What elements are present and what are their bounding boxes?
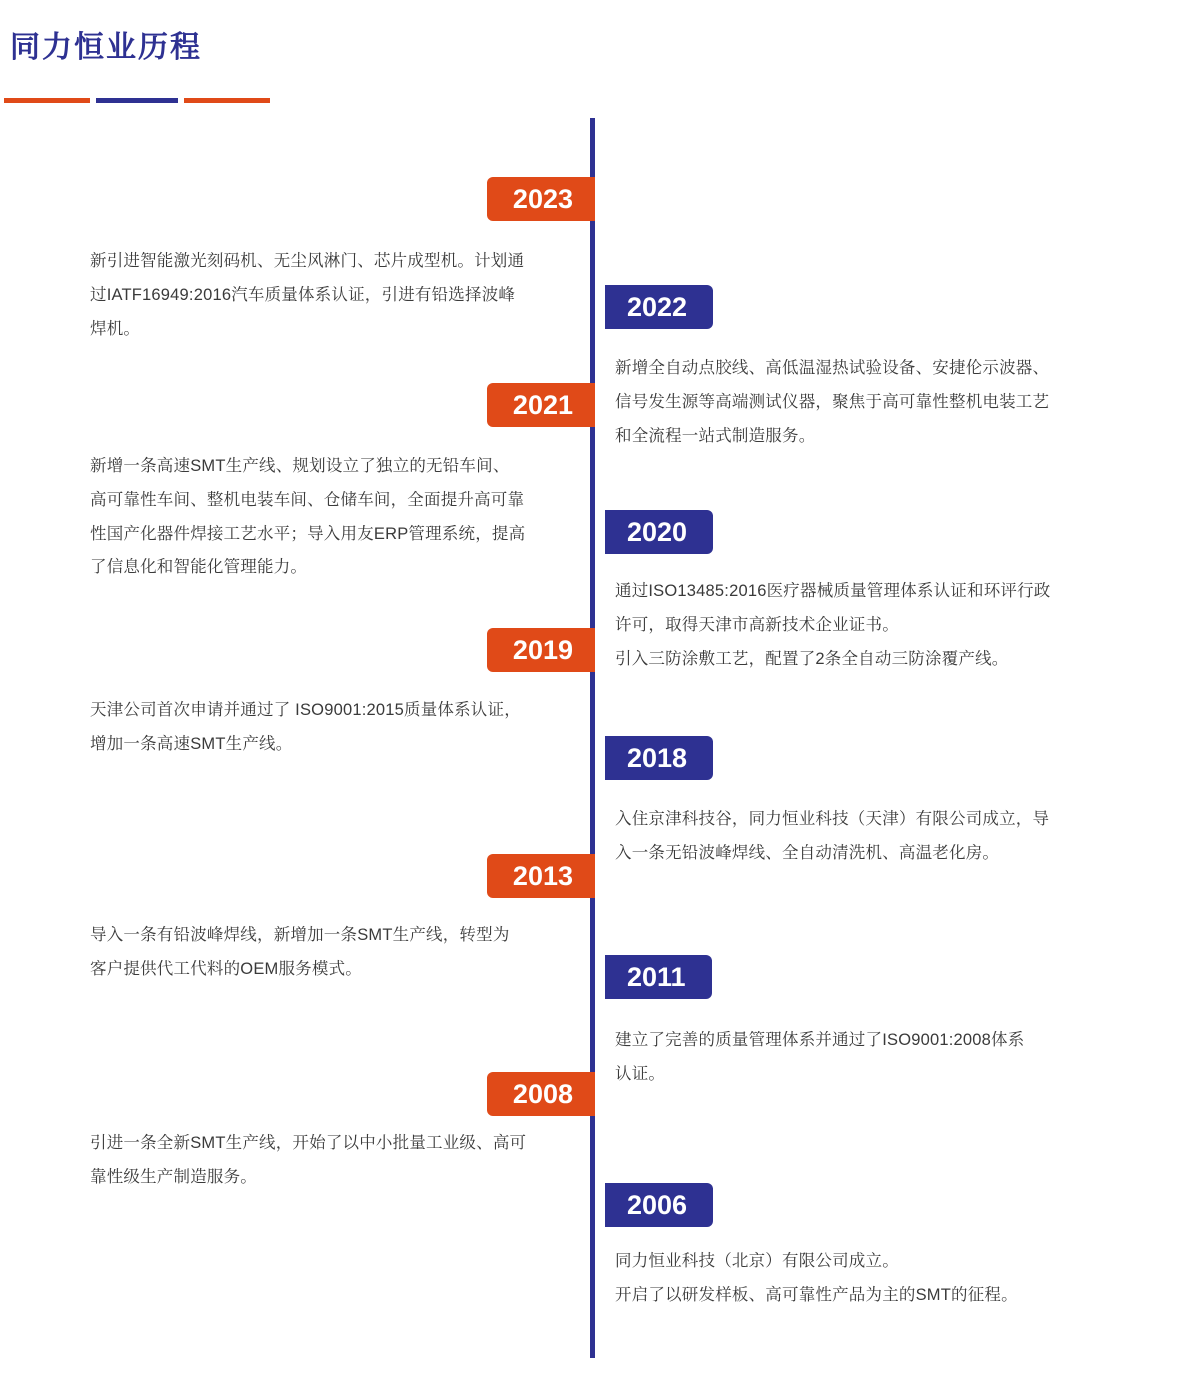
timeline-year-label: 2011 <box>605 955 712 999</box>
timeline-year-label: 2013 <box>487 854 595 898</box>
timeline-entry-line: 建立了完善的质量管理体系并通过了ISO9001:2008体系 <box>615 1031 1025 1049</box>
timeline-entry-description <box>615 803 1160 871</box>
timeline-entry-line: 入一条无铅波峰焊线、全自动清洗机、高温老化房。 <box>615 843 1000 862</box>
timeline-entry-line: 靠性级生产制造服务。 <box>90 1167 257 1186</box>
timeline-entry-line: 新引进智能激光刻码机、无尘风淋门、芯片成型机。计划通 <box>90 252 525 270</box>
timeline-entry-description <box>90 694 595 762</box>
timeline-entry-line: 天津公司首次申请并通过了 ISO9001:2015质量体系认证， <box>90 701 521 719</box>
timeline-entry-line: 导入一条有铅波峰焊线，新增加一条SMT生产线，转型为 <box>90 926 510 944</box>
timeline-entry-description <box>90 245 595 346</box>
timeline-entry-line: 引入三防涂敷工艺，配置了2条全自动三防涂覆产线。 <box>615 649 1009 668</box>
timeline-entry-line: 了信息化和智能化管理能力。 <box>90 558 308 577</box>
timeline-entry-line: 新增一条高速SMT生产线、规划设立了独立的无铅车间、 <box>90 457 510 475</box>
timeline-entry-line: 高可靠性车间、整机电装车间、仓储车间，全面提升高可靠 <box>90 490 525 509</box>
page-title: 同力恒业历程 <box>10 31 202 64</box>
timeline-year-label: 2021 <box>487 383 595 427</box>
timeline-year-label: 2022 <box>605 285 713 329</box>
timeline-entry-description <box>615 352 1160 453</box>
timeline-entry-line: 性国产化器件焊接工艺水平；导入用友ERP管理系统，提高 <box>90 524 526 543</box>
timeline-entry-description <box>90 450 595 585</box>
timeline-entry-line: 客户提供代工代料的OEM服务模式。 <box>90 959 362 978</box>
timeline-entry-line: 信号发生源等高端测试仪器，聚焦于高可靠性整机电装工艺 <box>615 392 1050 411</box>
timeline-entry-line: 认证。 <box>615 1064 666 1083</box>
timeline-year-label: 2006 <box>605 1183 713 1227</box>
timeline-year-label: 2018 <box>605 736 713 780</box>
timeline-entry-line: 和全流程一站式制造服务。 <box>615 426 816 445</box>
timeline-entry-line: 引进一条全新SMT生产线，开始了以中小批量工业级、高可 <box>90 1134 527 1152</box>
timeline-year-label: 2019 <box>487 628 595 672</box>
timeline-entry-line: 许可，取得天津市高新技术企业证书。 <box>615 615 899 634</box>
timeline-entry-line: 通过ISO13485:2016医疗器械质量管理体系认证和环评行政 <box>615 582 1051 600</box>
timeline-entry-description <box>90 1127 595 1195</box>
timeline-year-label: 2023 <box>487 177 595 221</box>
timeline-entry-line: 同力恒业科技（北京）有限公司成立。 <box>615 1252 899 1270</box>
timeline-entry-line: 过IATF16949:2016汽车质量体系认证，引进有铅选择波峰 <box>90 285 516 304</box>
timeline-year-label: 2020 <box>605 510 713 554</box>
timeline-entry-description <box>615 575 1160 676</box>
timeline-entry-description <box>90 919 595 987</box>
timeline-year-label: 2008 <box>487 1072 595 1116</box>
timeline-entry-line: 入住京津科技谷，同力恒业科技（天津）有限公司成立，导 <box>615 810 1050 828</box>
timeline-entry-line: 焊机。 <box>90 319 141 338</box>
timeline-entry-line: 开启了以研发样板、高可靠性产品为主的SMT的征程。 <box>615 1285 1018 1304</box>
timeline-entry-description <box>615 1024 1160 1092</box>
timeline-entry-line: 新增全自动点胶线、高低温湿热试验设备、安捷伦示波器、 <box>615 359 1050 377</box>
timeline-entry-line: 增加一条高速SMT生产线。 <box>90 734 293 753</box>
timeline-entry-description <box>615 1245 1160 1313</box>
